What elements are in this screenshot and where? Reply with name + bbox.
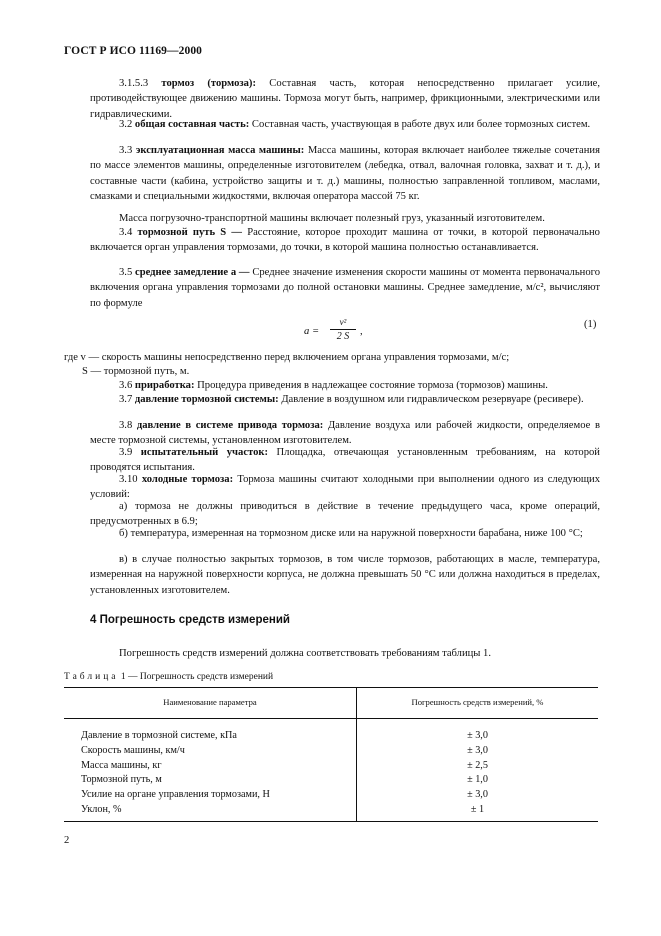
clause-term: общая составная часть: — [134, 119, 250, 130]
formula-lhs: a = — [304, 326, 320, 337]
table-caption-rest: 1 — Погрешность средств измерений — [118, 672, 274, 682]
clause-number: 3.9 — [119, 447, 133, 458]
clause-term: испытательный участок: — [140, 447, 269, 458]
clause-term: эксплуатационная масса машины: — [135, 145, 305, 156]
where-line-2: S — тормозной путь, м. — [82, 366, 190, 377]
table-cell-value: ± 3,0 — [467, 730, 488, 741]
clause-3-2 — [90, 117, 600, 132]
table-row — [64, 744, 598, 759]
clause-3-7 — [90, 392, 600, 407]
clause-3-3 — [90, 143, 600, 205]
column-header-error: Погрешность средств измерений, % — [357, 688, 599, 719]
page-number: 2 — [64, 835, 70, 846]
condition-c: в) в случае полностью закрытых тормозов, в том числе тормозов, работающих в масле, температура, измеренная на наружной поверхности корпуса, не должна превышать 50 °С или должна находиться в пределах, установленных изготовителем. — [90, 554, 600, 596]
table-cell-name: Уклон, % — [64, 803, 357, 821]
clause-text: Давление воздуха или рабочей жидкости, определяемое в месте тормозной системы, установленном изготовителем. — [90, 420, 600, 447]
column-header-parameter: Наименование параметра — [64, 688, 357, 719]
table-cell-name: Тормозной путь, м — [64, 773, 357, 788]
table-cell-name: Давление в тормозной системе, кПа — [64, 719, 357, 744]
formula-1 — [304, 317, 394, 347]
section-4-text: Погрешность средств измерений должна соответствовать требованиям таблицы 1. — [119, 648, 492, 659]
table-cell-value: ± 3,0 — [467, 789, 488, 801]
table-caption — [64, 670, 273, 685]
table-row — [64, 759, 598, 774]
clause-term: давление в системе привода тормоза: — [136, 420, 324, 431]
fraction-bar — [330, 329, 356, 330]
condition-b: б) температура, измеренная на тормозном диске или на наружной поверхности барабана, ниже 100 °С; — [119, 528, 583, 539]
table-cell-value: ± 3,0 — [467, 744, 488, 756]
document-header: ГОСТ Р ИСО 11169—2000 — [64, 45, 203, 57]
clause-term: среднее замедление a — — [135, 267, 250, 278]
clause-text: Давление в воздушном или гидравлическом резервуаре (ресивере). — [281, 394, 584, 405]
clause-text: Площадка, отвечающая установленным требованиям, на которой проводятся испытания. — [90, 447, 600, 474]
formula-denominator: 2 S — [336, 331, 350, 342]
clause-number: 3.8 — [119, 420, 133, 431]
where-line-1: где v — скорость машины непосредственно перед включением органа управления тормозами, м/с; — [64, 352, 510, 363]
section-4-title: 4 Погрешность средств измерений — [90, 614, 290, 626]
table-cell-name: Масса машины, кг — [64, 759, 357, 774]
clause-text: Расстояние, которое проходит машина от точки, в которой первоначально включается орган управления тормозами, до точки, в которой машина полностью останавливается. — [90, 227, 600, 254]
clause-number: 3.10 — [119, 474, 138, 485]
clause-text: Масса машины, которая включает наиболее тяжелые сочетания по массе элементов машины, определенные изготовителем (лебедка, отвал, валочная головка, захват и т. д.), и составные части (кабина, устройство защиты и т. д.) машины, полностью заправленной топливом, маслами, смазками и специальными жидкостями, включая оператора массой 75 кг. — [90, 145, 600, 203]
table-header-row — [64, 688, 598, 719]
clause-number: 3.7 — [119, 394, 133, 405]
table-row — [64, 719, 598, 744]
table-cell-value: ± 2,5 — [467, 759, 488, 771]
clause-number: 3.1.5.3 — [119, 78, 149, 89]
clause-text: Среднее значение изменения скорости машины от момента первоначального включения органа управления тормозами до полной остановки машины. Среднее замедление, м/с², вычисляют по формуле — [90, 267, 600, 309]
clause-text: Составная часть, участвующая в работе двух или более тормозных систем. — [251, 119, 591, 130]
table-row — [64, 773, 598, 788]
formula-numerator: v² — [339, 317, 347, 327]
clause-number: 3.2 — [119, 119, 133, 130]
clause-term: тормоз (тормоза): — [161, 78, 256, 89]
clause-number: 3.5 — [119, 267, 133, 278]
table-cell-name: Усилие на органе управления тормозами, Н — [64, 788, 357, 803]
clause-3-1-5-3 — [90, 76, 600, 122]
formula-comma: , — [360, 326, 363, 337]
clause-text: Составная часть, которая непосредственно прилагает усилие, противодействующее движению машины. Тормоза могут быть, например, фрикционными, электрическими или гидравлическими. — [90, 78, 600, 120]
clause-3-5 — [90, 265, 600, 311]
table-cell-value: ± 1 — [357, 803, 599, 821]
table-cell-value: ± 1,0 — [467, 774, 488, 786]
clause-3-4 — [90, 225, 600, 256]
clause-number: 3.3 — [119, 145, 133, 156]
clause-text: Тормоза машины считают холодными при выполнении одного из следующих условий: — [90, 474, 600, 501]
table-row — [64, 788, 598, 803]
clause-3-3-extra: Масса погрузочно-транспортной машины включает полезный груз, указанный изготовителем. — [119, 213, 545, 224]
condition-a: а) тормоза не должны приводиться в действие в течение предыдущего часа, кроме операций, предусмотренных в 6.9; — [90, 501, 600, 528]
clause-text: Процедура приведения в надлежащее состояние тормоза (тормозов) машины. — [197, 380, 548, 391]
formula-number: (1) — [584, 319, 597, 330]
table-caption-word: Таблица — [64, 672, 119, 682]
table-cell-name: Скорость машины, км/ч — [64, 744, 357, 759]
clause-number: 3.6 — [119, 380, 133, 391]
clause-term: давление тормозной системы: — [134, 394, 279, 405]
clause-term: приработка: — [134, 380, 195, 391]
clause-term: тормозной путь S — — [137, 227, 242, 238]
clause-term: холодные тормоза: — [141, 474, 234, 485]
clause-number: 3.4 — [119, 227, 133, 238]
table-measurement-errors — [64, 687, 598, 822]
formula-fraction — [328, 317, 358, 343]
table-row — [64, 803, 598, 821]
